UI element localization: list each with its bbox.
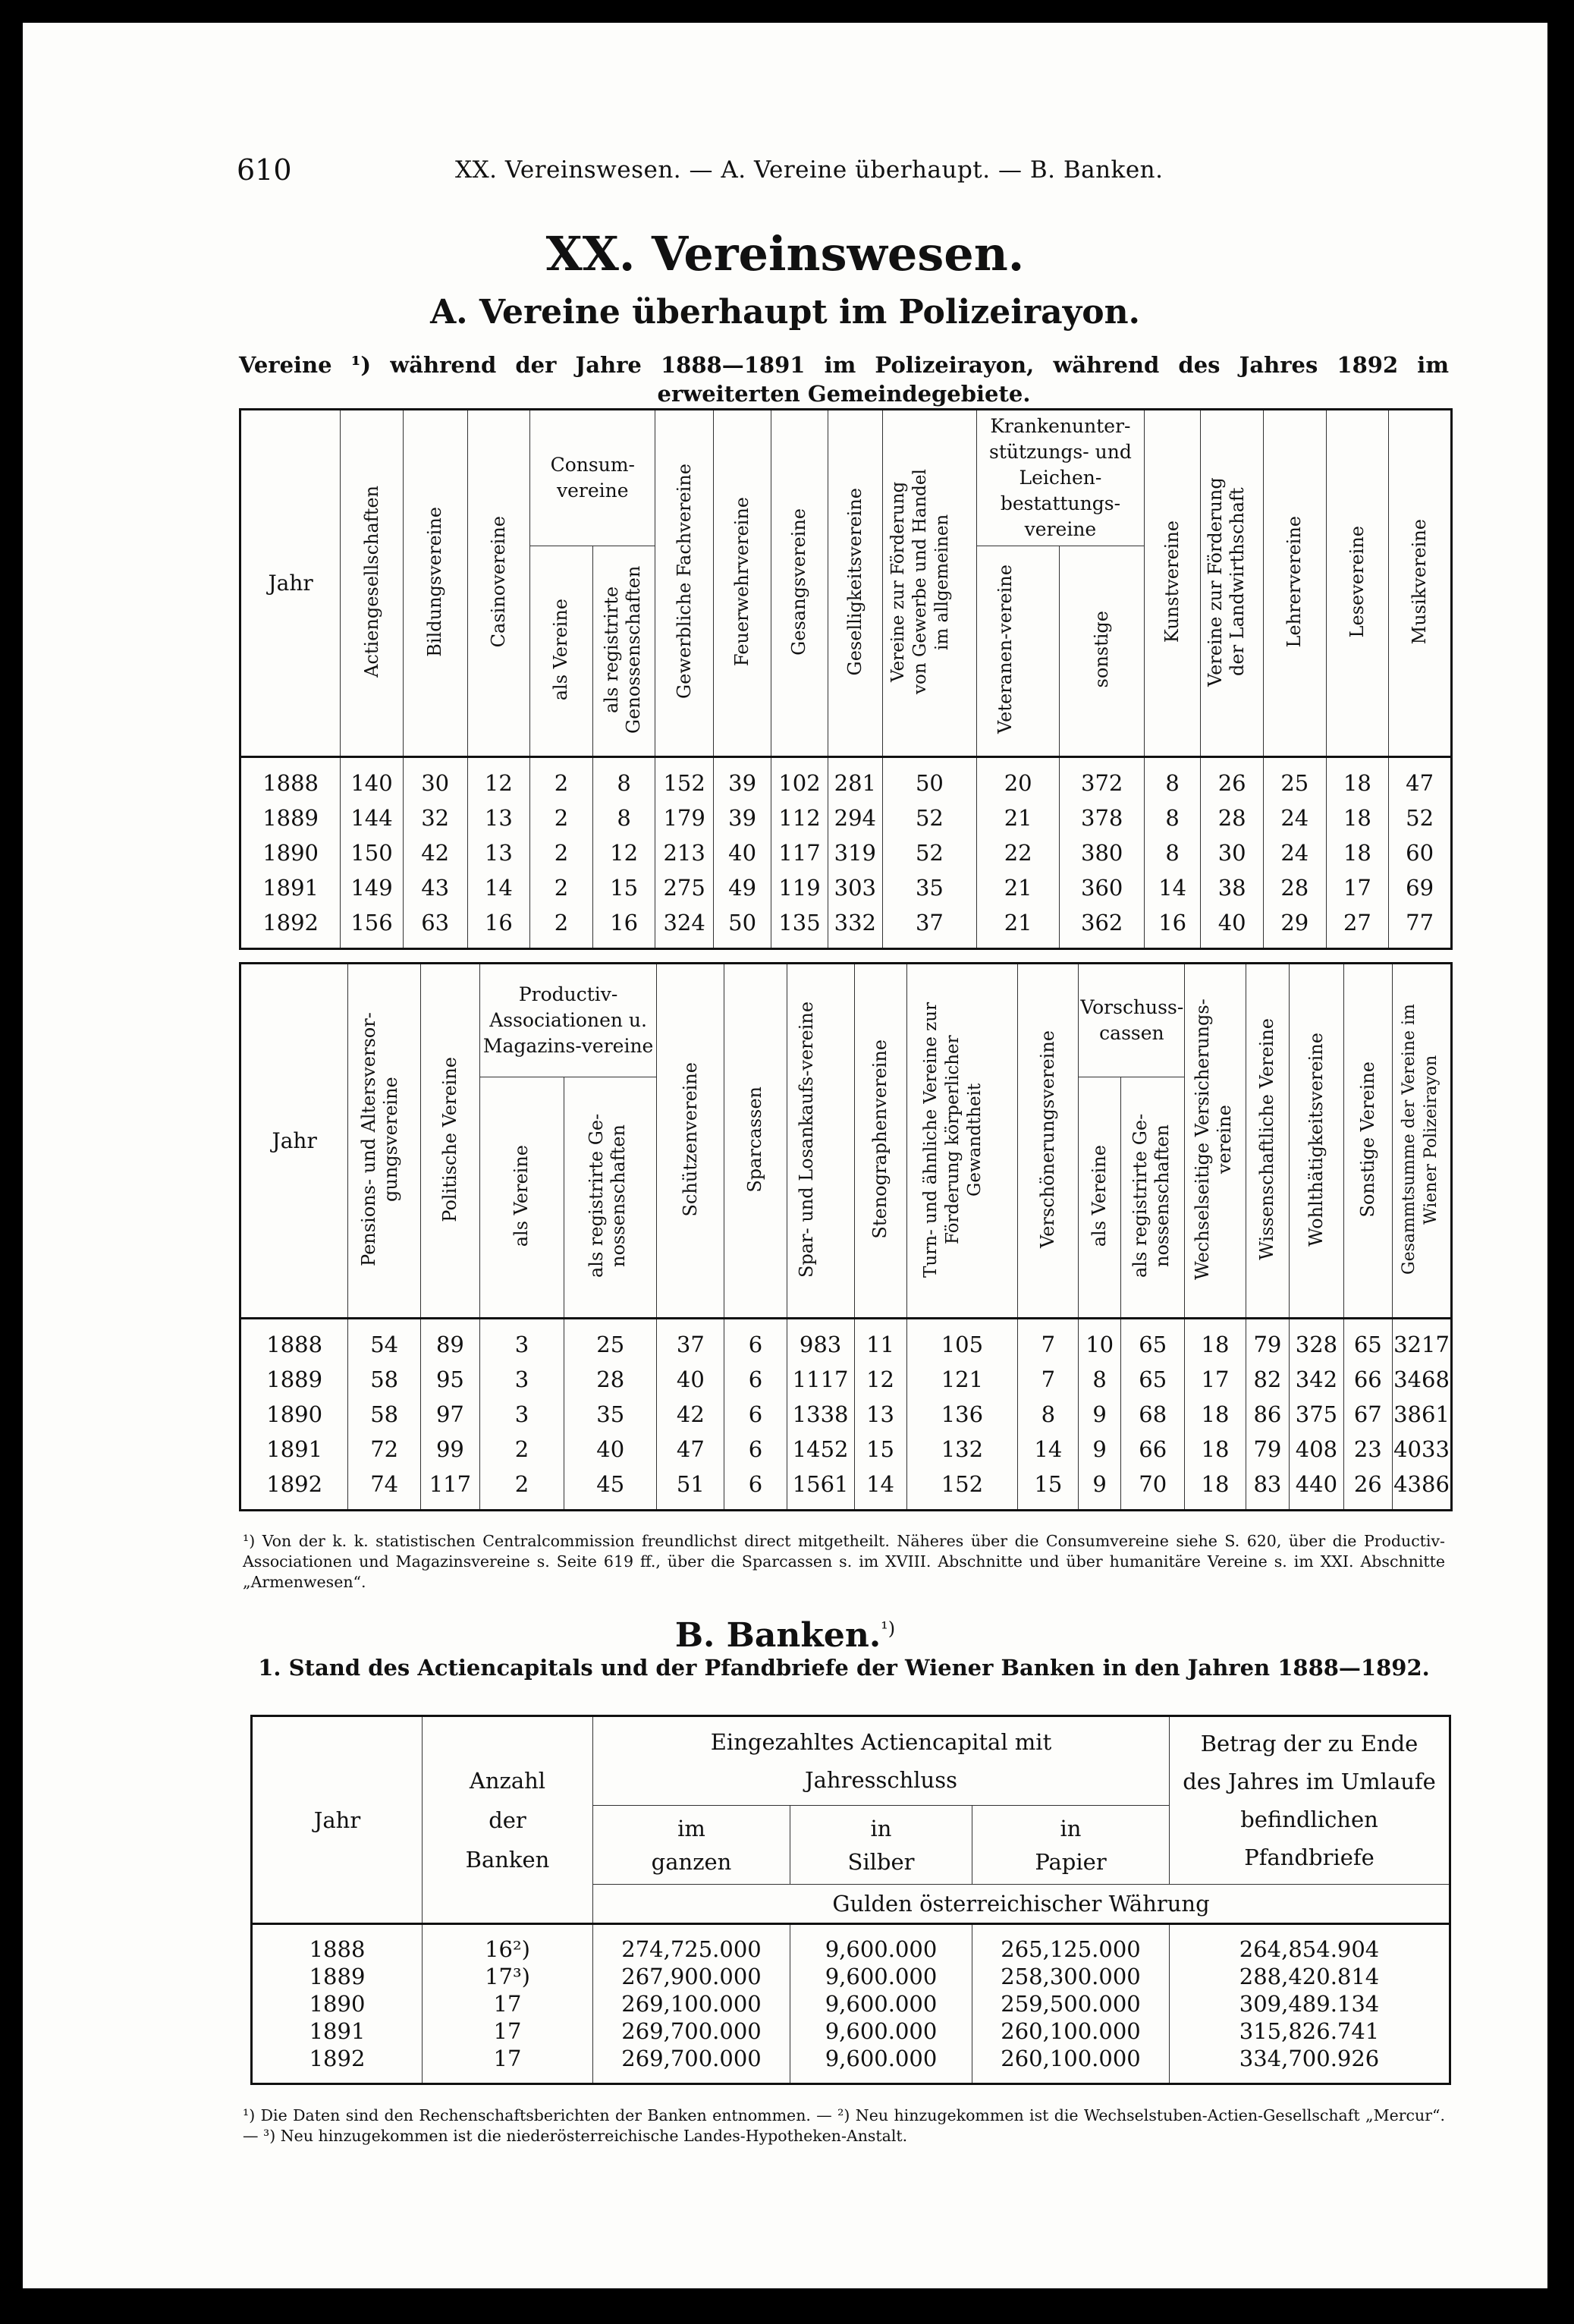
value-cell: 9,600.000 [790, 2017, 972, 2045]
value-cell: 28 [1263, 870, 1326, 905]
value-cell: 9 [1079, 1432, 1121, 1467]
t2-col-header: Schützenvereine [679, 1061, 701, 1217]
table-row [252, 1990, 1450, 2017]
value-cell: 58 [348, 1362, 421, 1397]
value-cell: 121 [906, 1362, 1018, 1397]
table-row [252, 1963, 1450, 1990]
value-cell: 66 [1343, 1362, 1393, 1397]
value-cell: 43 [403, 870, 467, 905]
t2-col-header: Pensions- und Altersversor-gungsvereine [357, 1012, 401, 1266]
value-cell: 74 [348, 1467, 421, 1511]
t1-col-header: Veteranen-vereine [994, 564, 1016, 734]
value-cell: 42 [403, 835, 467, 870]
value-cell: 8 [1144, 757, 1200, 801]
value-cell: 9,600.000 [790, 1924, 972, 1964]
value-cell: 6 [724, 1467, 787, 1511]
value-cell: 58 [348, 1397, 421, 1432]
value-cell: 68 [1120, 1397, 1185, 1432]
value-cell: 14 [1144, 870, 1200, 905]
value-cell: 264,854.904 [1170, 1924, 1450, 1964]
value-cell: 35 [882, 870, 976, 905]
value-cell: 288,420.814 [1170, 1963, 1450, 1990]
value-cell: 140 [341, 757, 404, 801]
year-cell: 1890 [240, 1397, 348, 1432]
t2-col-header: als registrirte Ge-nossenschaften [1129, 1113, 1173, 1278]
value-cell: 9 [1079, 1397, 1121, 1432]
value-cell: 8 [1144, 835, 1200, 870]
value-cell: 149 [341, 870, 404, 905]
year-cell: 1888 [240, 1319, 348, 1363]
value-cell: 2 [479, 1467, 564, 1511]
value-cell: 14 [854, 1467, 906, 1511]
value-cell: 372 [1060, 757, 1145, 801]
value-cell: 117 [420, 1467, 479, 1511]
value-cell: 40 [564, 1432, 657, 1467]
value-cell: 152 [906, 1467, 1018, 1511]
value-cell: 360 [1060, 870, 1145, 905]
value-cell: 3217 [1393, 1319, 1452, 1363]
table-row [240, 1397, 1452, 1432]
value-cell: 315,826.741 [1170, 2017, 1450, 2045]
year-cell: 1891 [252, 2017, 423, 2045]
section-a-title: A. Vereine überhaupt im Polizeirayon. [430, 293, 1140, 332]
value-cell: 328 [1290, 1319, 1343, 1363]
value-cell: 27 [1326, 905, 1389, 949]
page [23, 23, 1547, 2288]
year-cell: 1888 [252, 1924, 423, 1964]
value-cell: 66 [1120, 1432, 1185, 1467]
value-cell: 15 [1018, 1467, 1079, 1511]
value-cell: 8 [592, 800, 655, 835]
value-cell: 82 [1246, 1362, 1290, 1397]
t1-col-header: als registrirte Genossenschaften [600, 565, 644, 734]
t3-im-ganzen-header: im ganzen [593, 1806, 790, 1885]
t3-jahr-header: Jahr [252, 1716, 423, 1924]
t2-col-header: Wechselseitige Versicherungs-vereine [1192, 998, 1235, 1280]
value-cell: 440 [1290, 1467, 1343, 1511]
value-cell: 102 [771, 757, 828, 801]
t2-col-header: als Vereine [1089, 1144, 1111, 1247]
value-cell: 69 [1389, 870, 1452, 905]
value-cell: 9 [1079, 1467, 1121, 1511]
value-cell: 267,900.000 [593, 1963, 790, 1990]
value-cell: 213 [655, 835, 713, 870]
value-cell: 4033 [1393, 1432, 1452, 1467]
t2-col-header: Wissenschaftliche Vereine [1256, 1018, 1278, 1260]
value-cell: 3 [479, 1397, 564, 1432]
year-cell: 1889 [240, 1362, 348, 1397]
value-cell: 17 [423, 2017, 593, 2045]
value-cell: 52 [1389, 800, 1452, 835]
t2-body [240, 1319, 1452, 1511]
value-cell: 18 [1326, 800, 1389, 835]
value-cell: 144 [341, 800, 404, 835]
section-b-subtitle: 1. Stand des Actiencapitals und der Pfandbriefe der Wiener Banken in den Jahren 1888—1892. [258, 1655, 1430, 1681]
section-b-footnote-mark: ¹) [881, 1618, 896, 1640]
value-cell: 16 [467, 905, 530, 949]
value-cell: 362 [1060, 905, 1145, 949]
value-cell: 1452 [787, 1432, 854, 1467]
year-cell: 1890 [252, 1990, 423, 2017]
value-cell: 42 [657, 1397, 724, 1432]
value-cell: 7 [1018, 1319, 1079, 1363]
value-cell: 23 [1343, 1432, 1393, 1467]
value-cell: 54 [348, 1319, 421, 1363]
t3-capital-group: Eingezahltes Actiencapital mit Jahresschluss [593, 1716, 1170, 1806]
value-cell: 275 [655, 870, 713, 905]
table-row [240, 800, 1452, 835]
value-cell: 3 [479, 1319, 564, 1363]
value-cell: 83 [1246, 1467, 1290, 1511]
value-cell: 408 [1290, 1432, 1343, 1467]
value-cell: 72 [348, 1432, 421, 1467]
value-cell: 40 [713, 835, 771, 870]
t2-col-header: Spar- und Losankaufs-vereine [795, 1001, 817, 1278]
value-cell: 2 [530, 800, 593, 835]
footnote-banken: ¹) Die Daten sind den Rechenschaftsberichten der Banken entnommen. — ²) Neu hinzugekommen ist die Wechselstuben-Actien-Gesellschaft „Mercur“. — ³) Neu hinzugekommen ist die niederösterreichische Landes-Hypotheken-Anstalt. [243, 2106, 1445, 2145]
value-cell: 309,489.134 [1170, 1990, 1450, 2017]
value-cell: 265,125.000 [972, 1924, 1170, 1964]
value-cell: 260,100.000 [972, 2017, 1170, 2045]
table-row [252, 2045, 1450, 2084]
t1-col-header: Geselligkeitsvereine [844, 487, 866, 676]
value-cell: 6 [724, 1432, 787, 1467]
value-cell: 156 [341, 905, 404, 949]
value-cell: 3861 [1393, 1397, 1452, 1432]
value-cell: 12 [854, 1362, 906, 1397]
value-cell: 1117 [787, 1362, 854, 1397]
value-cell: 2 [530, 835, 593, 870]
t1-col-header: Bildungsvereine [424, 506, 446, 657]
value-cell: 281 [828, 757, 882, 801]
table-row [240, 1432, 1452, 1467]
value-cell: 17 [423, 1990, 593, 2017]
value-cell: 89 [420, 1319, 479, 1363]
value-cell: 35 [564, 1397, 657, 1432]
t1-kranken-group: Krankenunter-stützungs- und Leichen-bestattungs-vereine [976, 410, 1144, 546]
value-cell: 26 [1201, 757, 1264, 801]
value-cell: 24 [1263, 800, 1326, 835]
value-cell: 97 [420, 1397, 479, 1432]
value-cell: 16 [1144, 905, 1200, 949]
value-cell: 52 [882, 800, 976, 835]
value-cell: 274,725.000 [593, 1924, 790, 1964]
year-cell: 1888 [240, 757, 341, 801]
value-cell: 15 [592, 870, 655, 905]
t3-currency-header: Gulden österreichischer Währung [593, 1885, 1450, 1924]
running-header [23, 153, 1547, 191]
value-cell: 21 [976, 905, 1059, 949]
vereine-table-1 [239, 408, 1453, 950]
table-row [240, 757, 1452, 801]
t3-pfandbriefe-header: Betrag der zu Ende des Jahres im Umlaufe befindlichen Pfandbriefe [1170, 1716, 1450, 1885]
page-number: 610 [237, 153, 292, 187]
value-cell: 9,600.000 [790, 1990, 972, 2017]
value-cell: 378 [1060, 800, 1145, 835]
value-cell: 65 [1120, 1319, 1185, 1363]
value-cell: 99 [420, 1432, 479, 1467]
value-cell: 342 [1290, 1362, 1343, 1397]
value-cell: 8 [1018, 1397, 1079, 1432]
t1-col-header: als Vereine [550, 598, 572, 701]
value-cell: 17 [1185, 1362, 1246, 1397]
value-cell: 12 [467, 757, 530, 801]
t2-col-header: Sonstige Vereine [1356, 1061, 1378, 1218]
value-cell: 17³) [423, 1963, 593, 1990]
value-cell: 117 [771, 835, 828, 870]
value-cell: 18 [1326, 835, 1389, 870]
value-cell: 8 [1144, 800, 1200, 835]
value-cell: 9,600.000 [790, 2045, 972, 2084]
value-cell: 25 [564, 1319, 657, 1363]
year-cell: 1889 [252, 1963, 423, 1990]
value-cell: 12 [592, 835, 655, 870]
year-cell: 1889 [240, 800, 341, 835]
value-cell: 18 [1185, 1319, 1246, 1363]
value-cell: 259,500.000 [972, 1990, 1170, 2017]
value-cell: 119 [771, 870, 828, 905]
value-cell: 112 [771, 800, 828, 835]
value-cell: 17 [423, 2045, 593, 2084]
value-cell: 21 [976, 800, 1059, 835]
value-cell: 39 [713, 757, 771, 801]
value-cell: 6 [724, 1362, 787, 1397]
t3-in-papier-header: in Papier [972, 1806, 1170, 1885]
t2-col-header: Politische Vereine [438, 1056, 460, 1222]
year-cell: 1892 [252, 2045, 423, 2084]
table-row [240, 1319, 1452, 1363]
value-cell: 16²) [423, 1924, 593, 1964]
value-cell: 152 [655, 757, 713, 801]
value-cell: 7 [1018, 1362, 1079, 1397]
t2-col-header: als registrirte Ge-nossenschaften [585, 1113, 629, 1278]
value-cell: 2 [530, 757, 593, 801]
value-cell: 380 [1060, 835, 1145, 870]
value-cell: 14 [467, 870, 530, 905]
t2-col-header: Sparcassen [744, 1086, 766, 1193]
value-cell: 60 [1389, 835, 1452, 870]
value-cell: 77 [1389, 905, 1452, 949]
value-cell: 9,600.000 [790, 1963, 972, 1990]
table-row [252, 2017, 1450, 2045]
t2-col-header: Gesammtsumme der Vereine im Wiener Polizeirayon [1400, 1004, 1441, 1275]
value-cell: 2 [479, 1432, 564, 1467]
value-cell: 334,700.926 [1170, 2045, 1450, 2084]
value-cell: 319 [828, 835, 882, 870]
table-row [240, 835, 1452, 870]
value-cell: 14 [1018, 1432, 1079, 1467]
t2-productiv-group: Productiv-Associationen u. Magazins-vereine [479, 964, 657, 1077]
value-cell: 13 [467, 800, 530, 835]
value-cell: 38 [1201, 870, 1264, 905]
chapter-title: XX. Vereinswesen. [545, 226, 1025, 281]
value-cell: 6 [724, 1397, 787, 1432]
value-cell: 40 [657, 1362, 724, 1397]
t3-anzahl-header: Anzahl der Banken [423, 1716, 593, 1924]
year-cell: 1891 [240, 1432, 348, 1467]
t1-col-header: Lesevereine [1346, 525, 1368, 638]
value-cell: 15 [854, 1432, 906, 1467]
value-cell: 10 [1079, 1319, 1121, 1363]
value-cell: 269,700.000 [593, 2017, 790, 2045]
value-cell: 20 [976, 757, 1059, 801]
value-cell: 1561 [787, 1467, 854, 1511]
value-cell: 32 [403, 800, 467, 835]
value-cell: 25 [1263, 757, 1326, 801]
value-cell: 105 [906, 1319, 1018, 1363]
value-cell: 79 [1246, 1319, 1290, 1363]
banken-table [250, 1715, 1451, 2085]
value-cell: 3468 [1393, 1362, 1452, 1397]
value-cell: 18 [1326, 757, 1389, 801]
value-cell: 65 [1120, 1362, 1185, 1397]
value-cell: 24 [1263, 835, 1326, 870]
value-cell: 28 [1201, 800, 1264, 835]
t1-col-header: Kunstvereine [1161, 520, 1183, 643]
value-cell: 13 [467, 835, 530, 870]
section-b-title: B. Banken.$^{^1)}$ [674, 1616, 896, 1655]
value-cell: 13 [854, 1397, 906, 1432]
value-cell: 21 [976, 870, 1059, 905]
value-cell: 51 [657, 1467, 724, 1511]
value-cell: 37 [882, 905, 976, 949]
t1-col-header: Casinovereine [487, 515, 509, 648]
t2-col-header: als Vereine [511, 1144, 533, 1247]
table-row [240, 870, 1452, 905]
t2-year-header: Jahr [272, 1128, 317, 1153]
t1-year-header: Jahr [240, 410, 341, 757]
value-cell: 132 [906, 1432, 1018, 1467]
value-cell: 260,100.000 [972, 2045, 1170, 2084]
value-cell: 70 [1120, 1467, 1185, 1511]
t2-col-header: Stenographenvereine [869, 1039, 891, 1239]
table-row [240, 1467, 1452, 1511]
vereine-table-2 [239, 962, 1453, 1511]
t1-col-header: Gewerbliche Fachvereine [673, 464, 695, 700]
t2-col-header: Verschönerungsvereine [1037, 1030, 1059, 1248]
value-cell: 983 [787, 1319, 854, 1363]
value-cell: 26 [1343, 1467, 1393, 1511]
value-cell: 1338 [787, 1397, 854, 1432]
value-cell: 17 [1326, 870, 1389, 905]
value-cell: 37 [657, 1319, 724, 1363]
value-cell: 40 [1201, 905, 1264, 949]
value-cell: 11 [854, 1319, 906, 1363]
value-cell: 18 [1185, 1467, 1246, 1511]
value-cell: 39 [713, 800, 771, 835]
value-cell: 63 [403, 905, 467, 949]
t1-body [240, 757, 1452, 949]
value-cell: 303 [828, 870, 882, 905]
t1-col-header: Gesangsvereine [788, 508, 810, 656]
value-cell: 22 [976, 835, 1059, 870]
t2-col-header: Turn- und ähnliche Vereine zur Förderung körperlicher Gewandtheit [921, 1001, 985, 1278]
value-cell: 324 [655, 905, 713, 949]
t3-body [252, 1924, 1450, 2084]
value-cell: 50 [882, 757, 976, 801]
value-cell: 79 [1246, 1432, 1290, 1467]
value-cell: 52 [882, 835, 976, 870]
value-cell: 30 [1201, 835, 1264, 870]
value-cell: 47 [657, 1432, 724, 1467]
value-cell: 294 [828, 800, 882, 835]
value-cell: 86 [1246, 1397, 1290, 1432]
year-cell: 1892 [240, 905, 341, 949]
value-cell: 29 [1263, 905, 1326, 949]
year-cell: 1892 [240, 1467, 348, 1511]
t1-col-header: sonstige [1091, 611, 1113, 688]
year-cell: 1891 [240, 870, 341, 905]
year-cell: 1890 [240, 835, 341, 870]
value-cell: 150 [341, 835, 404, 870]
value-cell: 65 [1343, 1319, 1393, 1363]
t1-col-header: Feuerwehrvereine [731, 496, 753, 667]
t1-col-header: Vereine zur Förderung von Gewerbe und Handel im allgemeinen [888, 469, 953, 694]
section-a-subtitle: Vereine ¹) während der Jahre 1888—1891 im Polizeirayon, während des Jahres 1892 im erweiterten Gemeindegebiete. [239, 352, 1449, 407]
value-cell: 18 [1185, 1397, 1246, 1432]
value-cell: 67 [1343, 1397, 1393, 1432]
value-cell: 45 [564, 1467, 657, 1511]
t1-col-header: Vereine zur Förderung der Landwirthschaft [1205, 476, 1249, 687]
value-cell: 269,700.000 [593, 2045, 790, 2084]
value-cell: 135 [771, 905, 828, 949]
t1-consum-group: Consum-vereine [530, 410, 655, 546]
value-cell: 2 [530, 870, 593, 905]
t1-col-header: Actiengesellschaften [360, 486, 382, 678]
table-row [240, 1362, 1452, 1397]
value-cell: 2 [530, 905, 593, 949]
table-row [252, 1924, 1450, 1964]
value-cell: 28 [564, 1362, 657, 1397]
value-cell: 18 [1185, 1432, 1246, 1467]
value-cell: 95 [420, 1362, 479, 1397]
value-cell: 332 [828, 905, 882, 949]
value-cell: 258,300.000 [972, 1963, 1170, 1990]
value-cell: 136 [906, 1397, 1018, 1432]
value-cell: 375 [1290, 1397, 1343, 1432]
t3-in-silber-header: in Silber [790, 1806, 972, 1885]
t2-vorschuss-group: Vorschuss-cassen [1079, 964, 1185, 1077]
table-row [240, 905, 1452, 949]
running-title: XX. Vereinswesen. — A. Vereine überhaupt. — B. Banken. [455, 156, 1164, 184]
t2-col-header: Wohlthätigkeitsvereine [1305, 1032, 1327, 1247]
footnote-vereine: ¹) Von der k. k. statistischen Centralcommission freundlichst direct mitgetheilt. Näheres über die Consumvereine siehe S. 620, über die Productiv-Associationen und Magazinsvereine s. Seite 619 ff., über die Sparcassen s. im XVIII. Abschnitte und über humanitäre Vereine s. im XXI. Abschnitte „Armenwesen“. [243, 1532, 1445, 1591]
value-cell: 30 [403, 757, 467, 801]
value-cell: 50 [713, 905, 771, 949]
t1-col-header: Lehrervereine [1283, 515, 1305, 648]
value-cell: 47 [1389, 757, 1452, 801]
t1-col-header: Musikvereine [1409, 518, 1431, 645]
value-cell: 8 [592, 757, 655, 801]
value-cell: 4386 [1393, 1467, 1452, 1511]
value-cell: 8 [1079, 1362, 1121, 1397]
value-cell: 6 [724, 1319, 787, 1363]
value-cell: 269,100.000 [593, 1990, 790, 2017]
value-cell: 16 [592, 905, 655, 949]
value-cell: 179 [655, 800, 713, 835]
value-cell: 3 [479, 1362, 564, 1397]
value-cell: 49 [713, 870, 771, 905]
